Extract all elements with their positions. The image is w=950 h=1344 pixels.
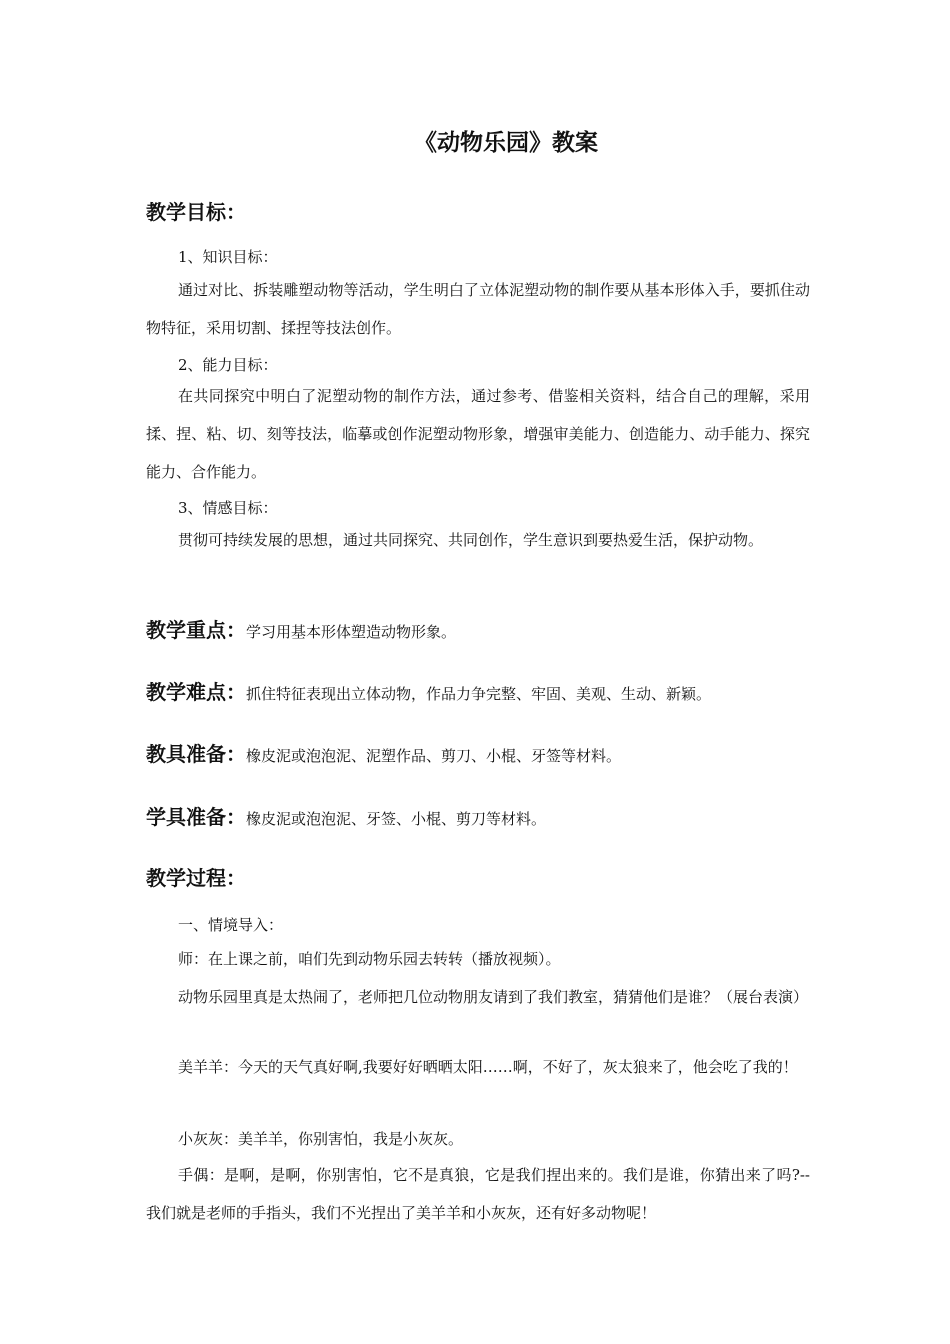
ability-objective-label: 2、能力目标：: [178, 356, 278, 374]
difficulty-line: [146, 676, 711, 705]
student-materials-label: 学具准备：: [146, 805, 246, 829]
emotion-objective-label: 3、情感目标：: [178, 499, 278, 517]
teacher-line: 师：在上课之前，咱们先到动物乐园去转转（播放视频）。: [178, 950, 561, 968]
student-materials-text: 橡皮泥或泡泡泥、牙签、小棍、剪刀等材料。: [246, 810, 547, 828]
ability-objective-text: 在共同探究中明白了泥塑动物的制作方法，通过参考、借鉴相关资料，结合自己的理解，采用揉、捏、粘、切、刻等技法，临摹或创作泥塑动物形象，增强审美能力、创造能力、动手能力、探究能力、合作能力。: [146, 387, 810, 481]
key-point-line: [146, 614, 456, 643]
key-point-text: 学习用基本形体塑造动物形象。: [246, 623, 457, 641]
teacher-materials-line: [146, 738, 621, 767]
intro-line: 动物乐园里真是太热闹了，老师把几位动物朋友请到了我们教室，猜猜他们是谁？（展台表演）: [178, 988, 809, 1006]
step1-label: 一、情境导入：: [178, 916, 284, 934]
difficulty-label: 教学难点：: [146, 680, 246, 704]
teacher-materials-text: 橡皮泥或泡泡泥、泥塑作品、剪刀、小棍、牙签等材料。: [246, 747, 622, 765]
knowledge-objective-text: 通过对比、拆装雕塑动物等活动，学生明白了立体泥塑动物的制作要从基本形体入手，要抓住动物特征，采用切割、揉捏等技法创作。: [146, 281, 810, 337]
wolf-line: 小灰灰：美羊羊，你别害怕，我是小灰灰。: [178, 1130, 464, 1148]
document-title: 《动物乐园》教案: [414, 129, 598, 156]
student-materials-line: [146, 801, 546, 830]
puppet-line: 手偶：是啊，是啊，你别害怕，它不是真狼，它是我们捏出来的。我们是谁，你猜出来了吗?--我们就是老师的手指头，我们不光捏出了美羊羊和小灰灰，还有好多动物呢！: [146, 1166, 810, 1222]
process-heading: 教学过程：: [146, 866, 246, 890]
emotion-objective-text: 贯彻可持续发展的思想，通过共同探究、共同创作，学生意识到要热爱生活，保护动物。: [178, 531, 764, 549]
sheep-line: 美羊羊：今天的天气真好啊,我要好好晒晒太阳……啊，不好了，灰太狼来了，他会吃了我的！: [178, 1058, 798, 1076]
objectives-heading: 教学目标：: [146, 200, 246, 224]
difficulty-text: 抓住特征表现出立体动物，作品力争完整、牢固、美观、生动、新颖。: [246, 685, 712, 703]
key-point-label: 教学重点：: [146, 618, 246, 642]
knowledge-objective-label: 1、知识目标：: [178, 248, 278, 266]
teacher-materials-label: 教具准备：: [146, 742, 246, 766]
